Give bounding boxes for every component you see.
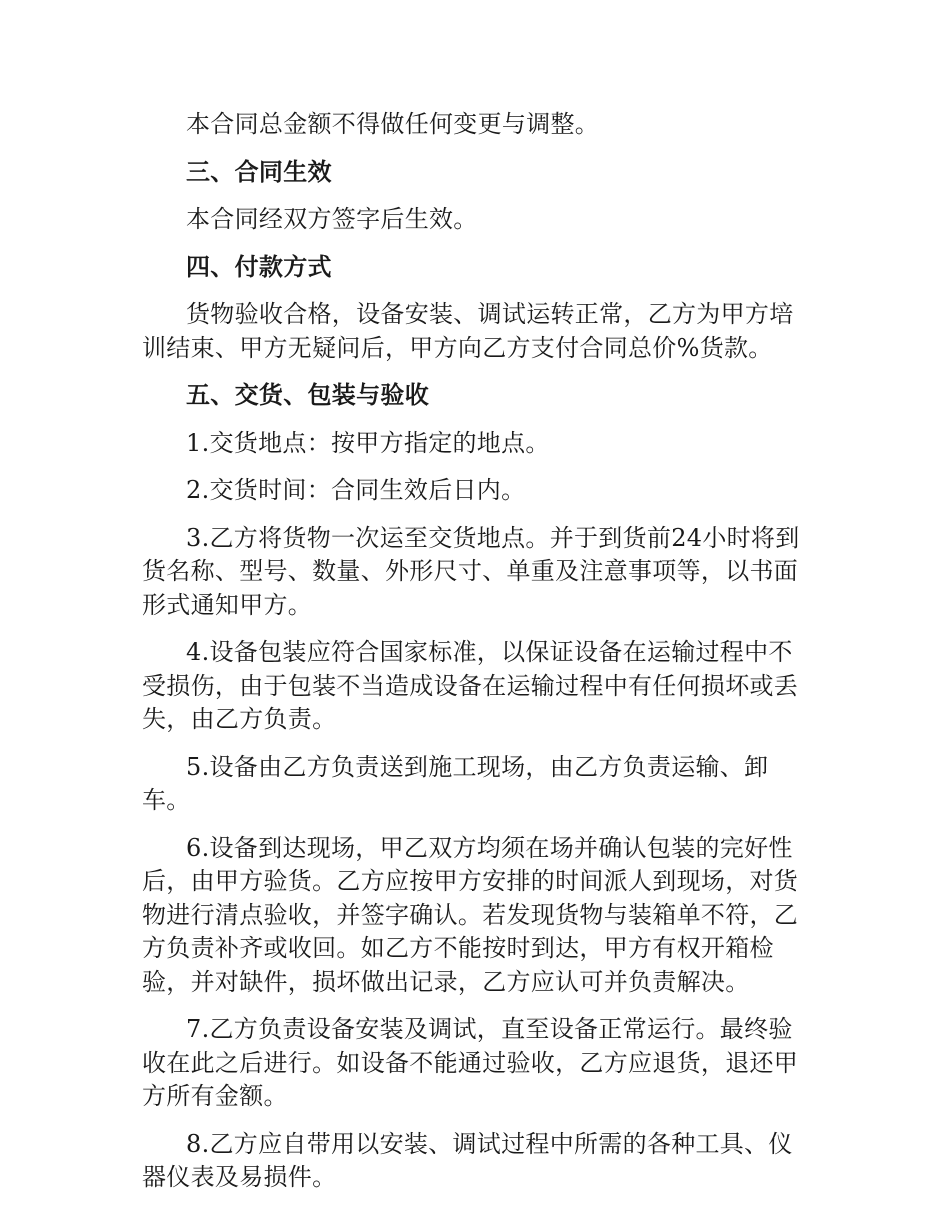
paragraph-payment: 货物验收合格，设备安装、调试运转正常，乙方为甲方培训结束、甲方无疑问后，甲方向乙方支付合同总价%货款。: [142, 300, 794, 362]
section-heading-3: 三、合同生效: [186, 157, 332, 186]
paragraph-total-amount: 本合同总金额不得做任何变更与调整。: [186, 110, 600, 138]
list-item: 7.乙方负责设备安装及调试，直至设备正常运行。最终验收在此之后进行。如设备不能通过验收，乙方应退货，退还甲方所有金额。: [142, 1015, 799, 1110]
list-item: 5.设备由乙方负责送到施工现场，由乙方负责运输、卸车。: [142, 752, 769, 814]
list-item: 8.乙方应自带用以安装、调试过程中所需的各种工具、仪器仪表及易损件。: [142, 1129, 793, 1191]
list-item: 6.设备到达现场，甲乙双方均须在场并确认包装的完好性后，由甲方验货。乙方应按甲方安排的时间派人到现场，对货物进行清点验收，并签字确认。若发现货物与装箱单不符，乙方负责补齐或收回。如乙方不能按时到达，甲方有权开箱检验，并对缺件，损坏做出记录，乙方应认可并负责解决。: [142, 833, 799, 996]
paragraph-effective: 本合同经双方签字后生效。: [186, 205, 478, 233]
section-heading-4: 四、付款方式: [186, 252, 332, 281]
section-heading-5: 五、交货、包装与验收: [186, 381, 429, 409]
list-item: 4.设备包装应符合国家标准，以保证设备在运输过程中不受损伤，由于包装不当造成设备在运输过程中有任何损坏或丢失，由乙方负责。: [142, 638, 799, 733]
list-item: 2.交货时间：合同生效后日内。: [186, 476, 526, 504]
list-item: 3.乙方将货物一次运至交货地点。并于到货前24小时将到货名称、型号、数量、外形尺寸、单重及注意事项等，以书面形式通知甲方。: [142, 523, 800, 619]
document-body: [142, 108, 812, 1209]
list-item: 1.交货地点：按甲方指定的地点。: [186, 428, 550, 457]
